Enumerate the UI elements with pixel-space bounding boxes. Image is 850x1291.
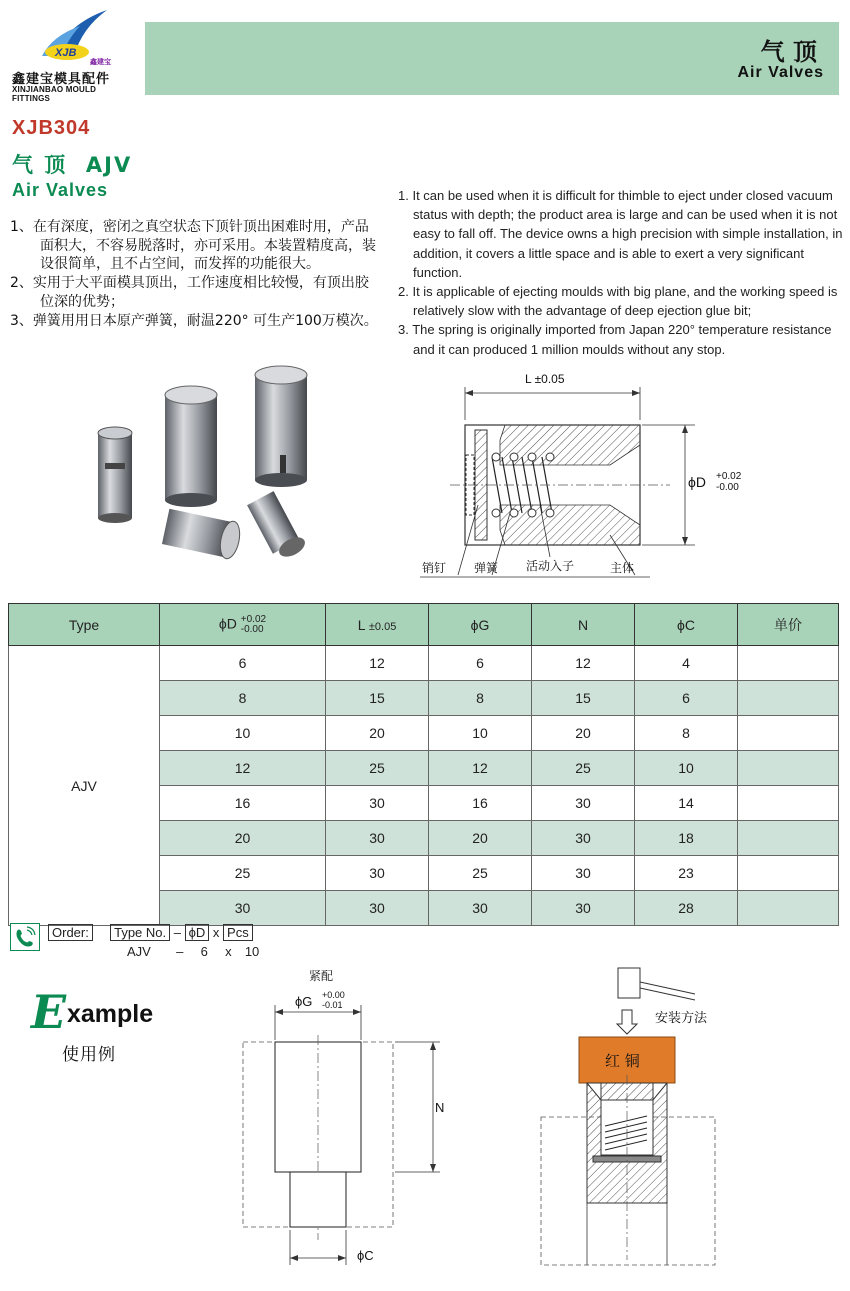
example-title-cn: 使用例 <box>62 1045 116 1065</box>
dim-G-label: ϕG <box>295 994 313 1009</box>
cell-price <box>738 856 839 891</box>
order-label: Order: <box>48 924 93 941</box>
col-header-L <box>326 604 429 646</box>
cell-C: 4 <box>635 646 738 681</box>
cell-G: 8 <box>429 681 532 716</box>
cell-price <box>738 891 839 926</box>
col-header-G: ϕG <box>429 604 532 646</box>
company-name-en: XINJIANBAO MOULD FITTINGS <box>12 85 97 103</box>
cell-N: 25 <box>532 751 635 786</box>
col-header-D-tol-bottom: -0.00 <box>240 623 264 635</box>
order-dash: – <box>173 925 181 940</box>
order-example-d: 6 <box>200 944 208 959</box>
section-drawing <box>410 365 750 585</box>
cell-C: 10 <box>635 751 738 786</box>
col-header-D-symbol: ϕD <box>218 615 237 632</box>
order-d-field: ϕD <box>185 924 210 941</box>
logo-mark: XJB <box>55 47 77 59</box>
table-header-row <box>9 604 839 646</box>
cell-G: 20 <box>429 821 532 856</box>
order-pcs: Pcs <box>223 924 253 941</box>
cell-D: 8 <box>160 681 326 716</box>
part-label-spring: 弹簧 <box>474 561 499 575</box>
fit-label: 紧配 <box>309 969 334 983</box>
cell-D: 16 <box>160 786 326 821</box>
cell-N: 15 <box>532 681 635 716</box>
header-title-en: Air Valves <box>737 64 824 81</box>
example-title-rest: xample <box>67 1000 154 1028</box>
cell-N: 20 <box>532 716 635 751</box>
dim-D-label: ϕD <box>688 474 706 490</box>
note-cn-1: 1、在有深度，密闭之真空状态下顶针顶出困难时用，产品面积大，不容易脱落时，亦可采用。本装置精度高，装设很简单，且不占空间，而发挥的功能很大。 <box>10 219 376 273</box>
notes-en <box>398 186 844 359</box>
cell-N: 30 <box>532 856 635 891</box>
col-header-L-symbol: L <box>357 616 365 633</box>
cell-D: 6 <box>160 646 326 681</box>
arrow-down-icon <box>617 1010 637 1034</box>
cell-L: 20 <box>326 716 429 751</box>
cell-D: 25 <box>160 856 326 891</box>
cell-price <box>738 646 839 681</box>
company-logo <box>12 6 132 103</box>
cell-D: 20 <box>160 821 326 856</box>
cell-C: 28 <box>635 891 738 926</box>
dim-N-label: N <box>435 1100 445 1115</box>
cell-D: 30 <box>160 891 326 926</box>
note-en-2: 2. It is applicable of ejecting moulds with big plane, and the working speed is relatively slow with the advantage of deep ejection glue bit; <box>398 284 838 319</box>
cell-price <box>738 821 839 856</box>
company-name-cn: 鑫建宝模具配件 <box>12 72 111 87</box>
cell-C: 23 <box>635 856 738 891</box>
dim-L-label: L ±0.05 <box>525 372 565 386</box>
col-header-D-tol <box>241 615 266 635</box>
cell-L: 30 <box>326 891 429 926</box>
dim-G-tol-bottom: -0.01 <box>322 1000 343 1010</box>
cell-C: 18 <box>635 821 738 856</box>
spec-table-body <box>9 646 839 926</box>
cell-N: 30 <box>532 821 635 856</box>
header-band <box>145 22 839 95</box>
cell-L: 30 <box>326 786 429 821</box>
dim-G-tol-top: +0.00 <box>322 990 345 1000</box>
note-cn-2: 2、实用于大平面模具顶出，工作速度相比较慢，有顶出胶位深的优势； <box>10 275 369 310</box>
type-cell: AJV <box>9 646 160 926</box>
cell-L: 15 <box>326 681 429 716</box>
cell-price <box>738 681 839 716</box>
order-example-x: x <box>225 944 232 959</box>
cell-price <box>738 751 839 786</box>
cell-L: 12 <box>326 646 429 681</box>
part-label-pin: 销钉 <box>422 561 447 575</box>
cell-N: 30 <box>532 891 635 926</box>
col-header-type: Type <box>9 604 160 646</box>
cell-N: 30 <box>532 786 635 821</box>
col-header-D-tol-top: +0.02 <box>240 613 267 625</box>
dim-D-tol-bottom: -0.00 <box>716 482 739 493</box>
header-title-cn: 气 顶 <box>760 38 817 66</box>
logo-cn-small: 鑫建宝 <box>90 58 111 66</box>
cell-G: 25 <box>429 856 532 891</box>
cell-C: 6 <box>635 681 738 716</box>
col-header-C: ϕC <box>635 604 738 646</box>
order-example-type: AJV <box>127 944 151 959</box>
note-en-3: 3. The spring is originally imported from Japan 220° temperature resistance and it can produced 1 million moulds without any stop. <box>398 322 832 357</box>
part-label-insert: 活动入子 <box>526 559 575 573</box>
order-x: x <box>212 925 220 940</box>
cell-D: 12 <box>160 751 326 786</box>
col-header-price: 单价 <box>738 604 839 646</box>
col-header-L-tol: ±0.05 <box>368 620 397 633</box>
cell-L: 25 <box>326 751 429 786</box>
hammer-icon <box>618 968 695 1000</box>
product-code: XJB304 <box>12 117 91 139</box>
order-type-no: Type No. <box>110 924 170 941</box>
note-en-1: 1. It can be used when it is difficult for thimble to eject under closed vacuum status with depth; the product area is large and can be used when it is not easy to fall off. The device owns a high precision with simple installation, in addition, it covers a little space and is able to exert a very significant function. <box>398 188 843 280</box>
part-label-body: 主体 <box>610 561 635 575</box>
cell-G: 10 <box>429 716 532 751</box>
install-label: 安装方法 <box>655 1011 708 1026</box>
product-name-en: Air Valves <box>12 180 109 200</box>
product-photo <box>80 365 350 580</box>
spec-table <box>8 603 839 926</box>
cell-L: 30 <box>326 856 429 891</box>
col-header-D <box>160 604 326 646</box>
order-example-dash: – <box>176 944 184 959</box>
logo-emblem <box>12 6 132 68</box>
example-title-initial: E <box>31 985 67 1039</box>
order-example-pcs: 10 <box>244 944 260 959</box>
table-row <box>9 646 839 681</box>
note-cn-3: 3、弹簧用用日本原产弹簧，耐温220° 可生产100万模次。 <box>10 312 378 329</box>
cell-G: 16 <box>429 786 532 821</box>
cell-price <box>738 716 839 751</box>
copper-label: 红 铜 <box>605 1052 640 1070</box>
cell-G: 30 <box>429 891 532 926</box>
dim-C-label: ϕC <box>357 1248 374 1263</box>
cell-C: 14 <box>635 786 738 821</box>
cell-G: 6 <box>429 646 532 681</box>
notes-cn <box>10 218 380 330</box>
cell-G: 12 <box>429 751 532 786</box>
phone-icon <box>10 923 40 951</box>
fit-drawing <box>235 960 455 1280</box>
cell-C: 8 <box>635 716 738 751</box>
col-header-N: N <box>532 604 635 646</box>
dim-D-tol-top: +0.02 <box>716 471 742 482</box>
cell-D: 10 <box>160 716 326 751</box>
product-name-cn: 气 顶 AJV <box>12 153 133 177</box>
cell-price <box>738 786 839 821</box>
order-section <box>10 923 310 963</box>
install-drawing <box>535 960 735 1270</box>
cell-L: 30 <box>326 821 429 856</box>
cell-N: 12 <box>532 646 635 681</box>
